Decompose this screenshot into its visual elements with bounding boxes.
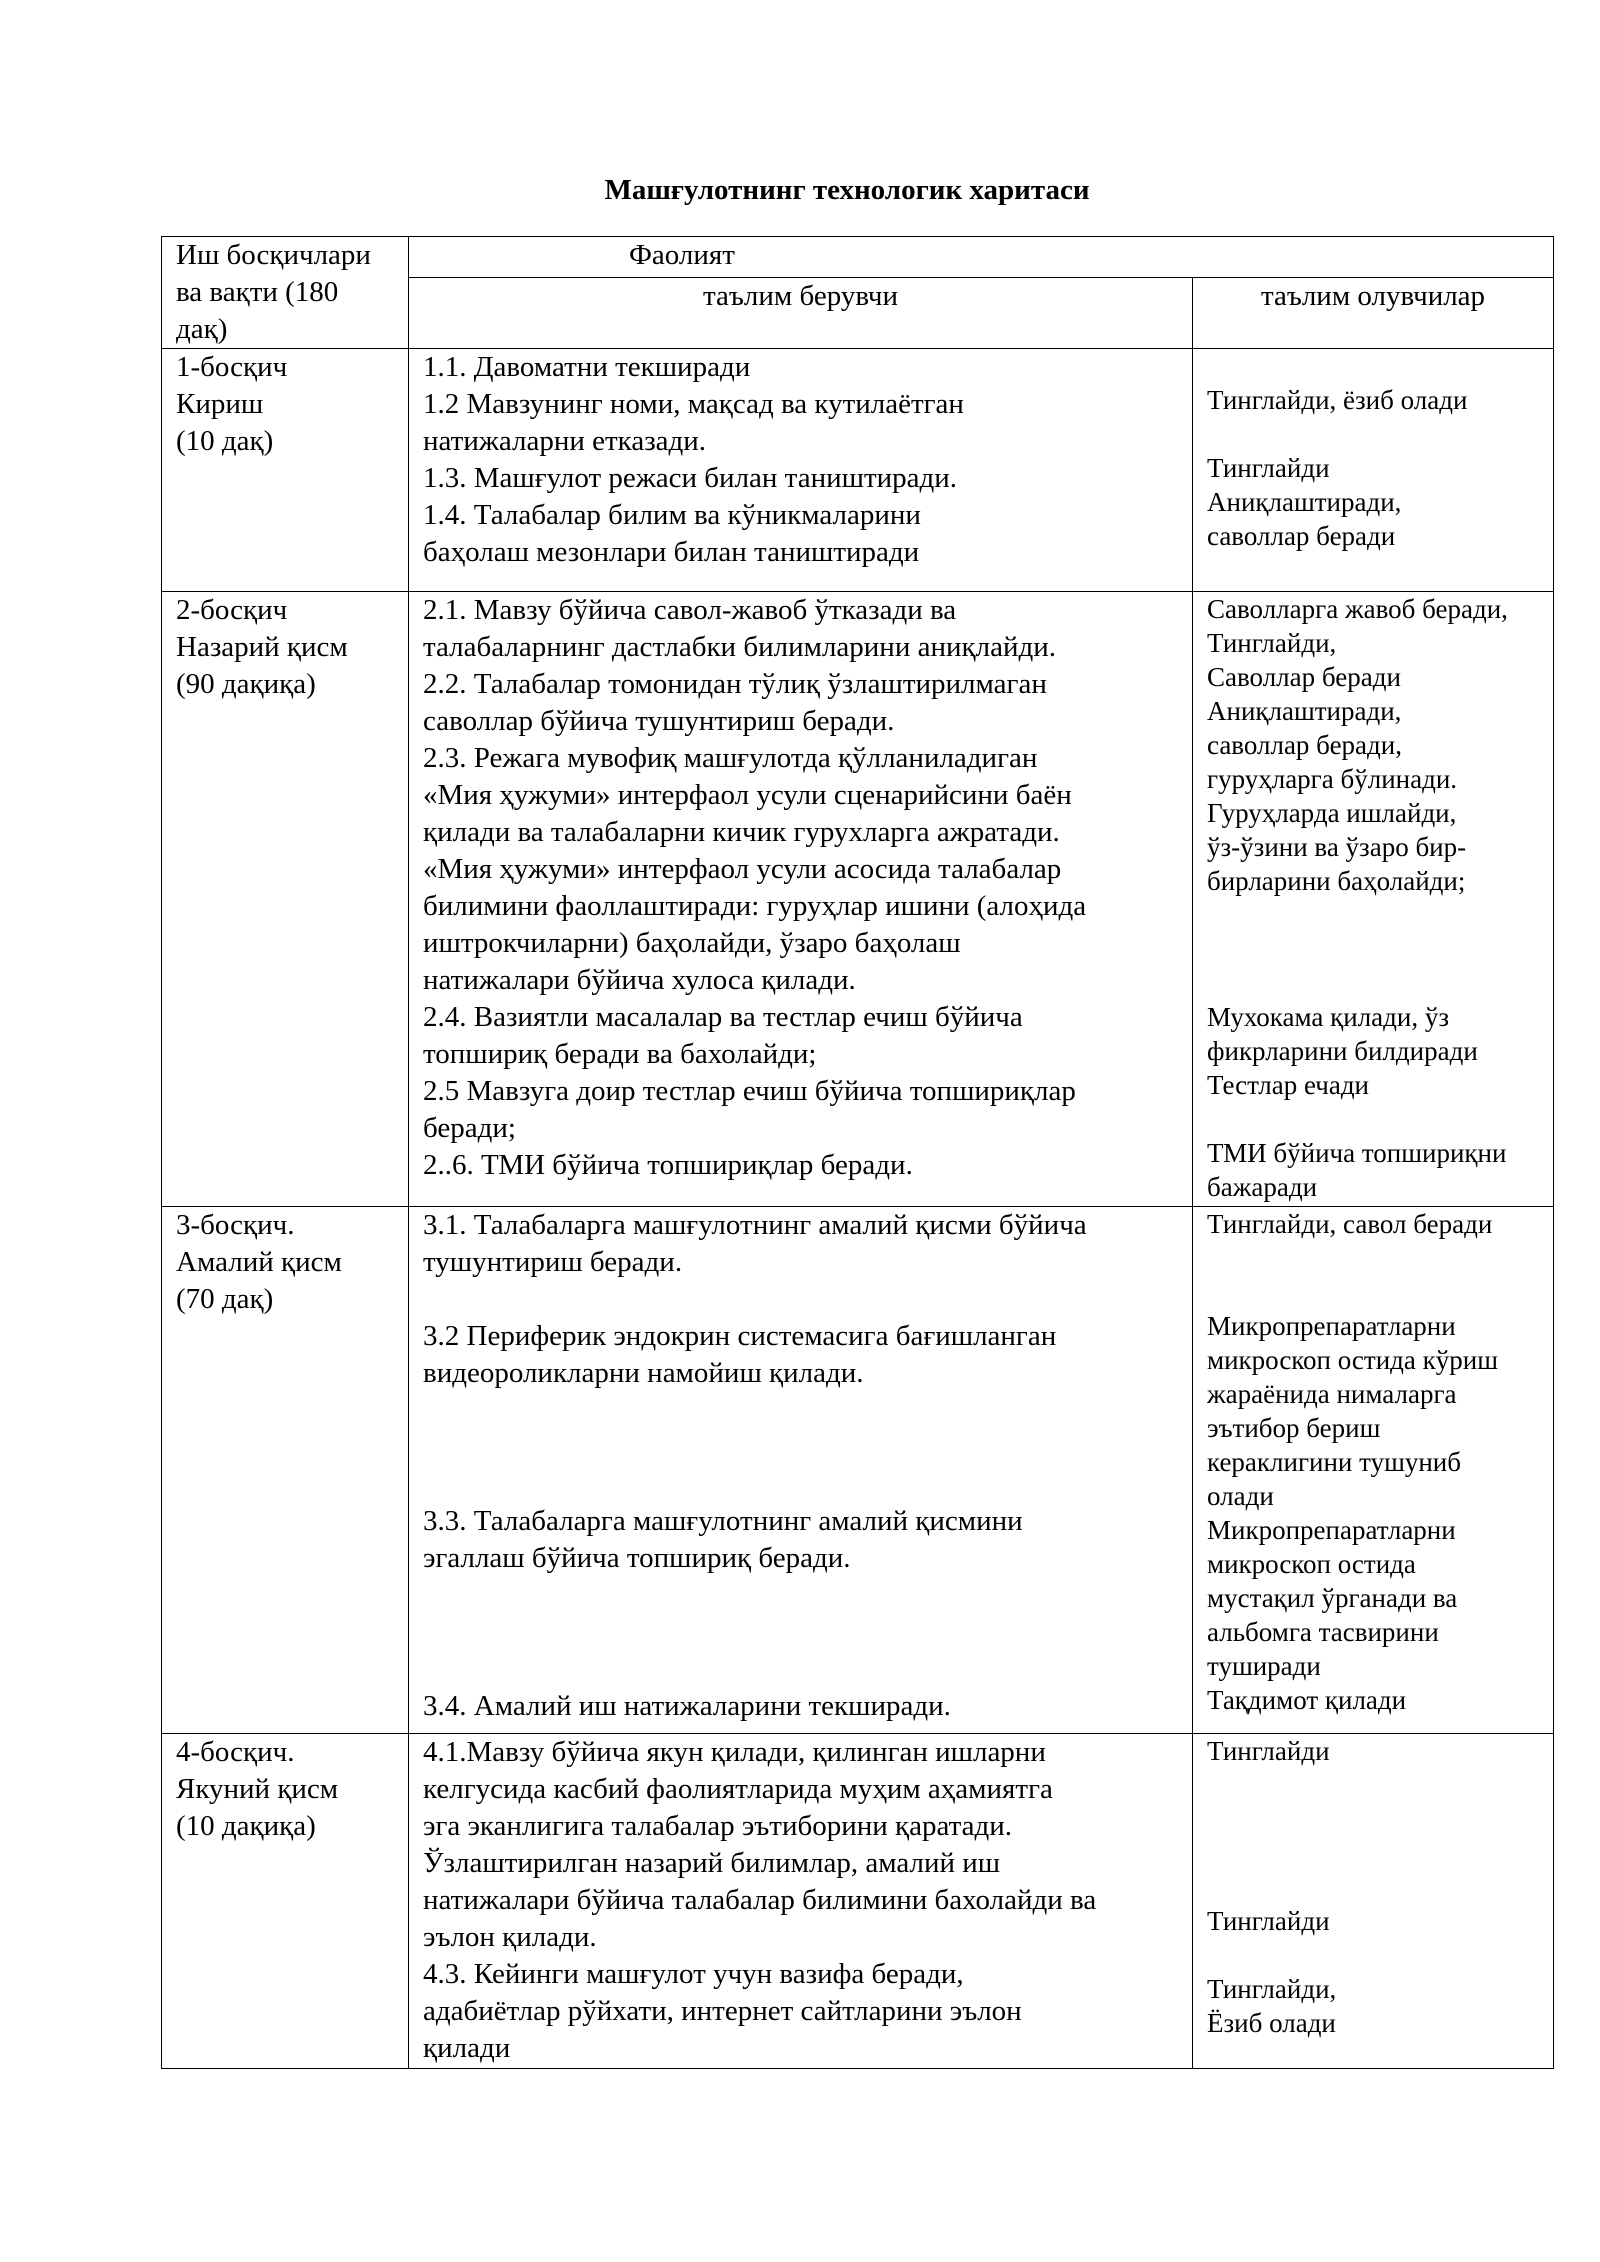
student-activity-line	[1207, 898, 1553, 932]
teacher-activity-line: 2.5 Мавзуга доир тестлар ечиш бўйича топшириқлар	[423, 1075, 1076, 1107]
stage-line: Назарий қисм	[176, 631, 348, 663]
student-activity-line: микроскоп остида	[1207, 1549, 1416, 1579]
student-activity-line: Тинглайди,	[1207, 1974, 1337, 2004]
teacher-activity-cell	[409, 349, 1193, 592]
teacher-activity-line: 2.2. Талабалар томонидан тўлиқ ўзлаштирилмаган	[423, 668, 1047, 700]
header-teacher-label: таълим берувчи	[702, 280, 899, 313]
teacher-activity-line: топшириқ беради ва бахолайди;	[423, 1038, 817, 1070]
header-stage-line-2: ва вақти (180	[176, 276, 339, 308]
student-activity-line	[1207, 1241, 1553, 1275]
student-activity-line	[1207, 1802, 1553, 1836]
stage-line: Якуний қисм	[176, 1773, 339, 1805]
table-row	[162, 592, 1554, 1207]
teacher-activity-line: «Мия ҳужуми» интерфаол усули асосида талабалар	[423, 853, 1062, 885]
student-activity-line: гуруҳларга бўлинади.	[1207, 764, 1458, 794]
student-activity-line: Тинглайди, савол беради	[1207, 1209, 1493, 1239]
student-activity-line: фикрларини билдиради	[1207, 1036, 1478, 1066]
header-students-cell	[1193, 278, 1554, 349]
student-activity-line: бирларини баҳолайди;	[1207, 866, 1466, 896]
stage-cell	[162, 1207, 409, 1734]
teacher-activity-cell	[409, 1207, 1193, 1734]
teacher-activity-line: билимини фаоллаштиради: гуруҳлар ишини (алоҳида	[423, 890, 1087, 922]
teacher-activity-line: натижалари бўйича хулоса қилади.	[423, 964, 856, 996]
teacher-activity-line: 2.4. Вазиятли масалалар ва тестлар ечиш бўйича	[423, 1001, 1023, 1033]
teacher-activity-line: 1.1. Давоматни текширади	[423, 351, 751, 383]
stage-cell	[162, 349, 409, 592]
stage-line: (70 дақ)	[176, 1283, 274, 1315]
table-body	[162, 349, 1554, 2069]
teacher-activity-line	[423, 1392, 1192, 1429]
student-activity-line: Саволлар беради	[1207, 662, 1401, 692]
teacher-activity-line: талабаларнинг дастлабки билимларини аниқлайди.	[423, 631, 1056, 663]
stage-line: (90 дақиқа)	[176, 668, 316, 700]
stage-line: 1-босқич	[176, 351, 288, 383]
teacher-activity-line: 4.3. Кейинги машғулот учун вазифа беради,	[423, 1958, 964, 1990]
teacher-activity-line	[423, 1577, 1192, 1614]
teacher-activity-line	[423, 1429, 1192, 1466]
student-activity-line: альбомга тасвирини	[1207, 1617, 1439, 1647]
teacher-activity-line: саволлар бўйича тушунтириш беради.	[423, 705, 895, 737]
student-activity-line	[1207, 1102, 1553, 1136]
teacher-activity-line: қилади ва талабаларни кичик гурухларга ажратади.	[423, 816, 1060, 848]
student-activity-line: Ёзиб олади	[1207, 2008, 1336, 2038]
teacher-activity-line: эгаллаш бўйича топшириқ беради.	[423, 1542, 851, 1574]
student-activity-line: Тинглайди	[1207, 1736, 1330, 1766]
student-activity-line: кераклигини тушуниб	[1207, 1447, 1461, 1477]
student-activity-line	[1207, 1768, 1553, 1802]
teacher-activity-line: эга эканлигига талабалар эътиборини қаратади.	[423, 1810, 1013, 1842]
student-activity-cell	[1193, 592, 1554, 1207]
student-activity-line: Тинглайди	[1207, 453, 1330, 483]
student-activity-line: Тинглайди, ёзиб олади	[1207, 385, 1468, 415]
stage-cell	[162, 592, 409, 1207]
teacher-activity-line: натижалари бўйича талабалар билимини бахолайди ва	[423, 1884, 1097, 1916]
student-activity-line	[1207, 1870, 1553, 1904]
document-title: Машғулотнинг технологик харитаси	[604, 174, 1090, 206]
student-activity-line: Гуруҳларда ишлайди,	[1207, 798, 1457, 828]
teacher-activity-line: Ўзлаштирилган назарий билимлар, амалий иш	[423, 1847, 1001, 1879]
student-activity-line: саволлар беради,	[1207, 730, 1402, 760]
teacher-activity-cell	[409, 592, 1193, 1207]
student-activity-line: Микропрепаратларни	[1207, 1311, 1456, 1341]
student-activity-line	[1207, 932, 1553, 966]
header-teacher-cell	[409, 278, 1193, 349]
table-row	[162, 1207, 1554, 1734]
teacher-activity-line: видеороликларни намойиш қилади.	[423, 1357, 864, 1389]
header-activity-label: Фаолият	[629, 239, 735, 271]
teacher-activity-line: адабиётлар рўйхати, интернет сайтларини эълон	[423, 1995, 1022, 2027]
stage-line: Кириш	[176, 388, 264, 420]
stage-line: 2-босқич	[176, 594, 288, 626]
student-activity-cell	[1193, 1207, 1554, 1734]
student-activity-line	[1207, 1938, 1553, 1972]
table-row	[162, 1734, 1554, 2069]
header-stage-line-3: дақ)	[176, 313, 228, 345]
stage-cell	[162, 1734, 409, 2069]
teacher-activity-line: иштрокчиларни) баҳолайди, ўзаро баҳолаш	[423, 927, 961, 959]
student-activity-line: Микропрепаратларни	[1207, 1515, 1456, 1545]
student-activity-line: Аниқлаштиради,	[1207, 487, 1402, 517]
header-row-1	[162, 237, 1554, 278]
teacher-activity-line	[423, 1651, 1192, 1688]
teacher-activity-line	[423, 1466, 1192, 1503]
header-activity-cell	[409, 237, 1554, 278]
student-activity-line: Саволларга жавоб беради,	[1207, 594, 1508, 624]
student-activity-cell	[1193, 349, 1554, 592]
student-activity-line: Мухокама қилади, ўз	[1207, 1002, 1450, 1032]
stage-line: 4-босқич.	[176, 1736, 295, 1768]
teacher-activity-line: тушунтириш беради.	[423, 1246, 683, 1278]
teacher-activity-cell	[409, 1734, 1193, 2069]
student-activity-line: саволлар беради	[1207, 521, 1396, 551]
student-activity-line	[1207, 966, 1553, 1000]
student-activity-line	[1207, 1836, 1553, 1870]
student-activity-line: Тинглайди	[1207, 1906, 1330, 1936]
student-activity-line: микроскоп остида кўриш	[1207, 1345, 1498, 1375]
teacher-activity-line: 3.2 Периферик эндокрин системасига бағишланган	[423, 1320, 1057, 1352]
header-stage-line-1: Иш босқичлари	[176, 239, 371, 271]
teacher-activity-line: 3.3. Талабаларга машғулотнинг амалий қисмини	[423, 1505, 1023, 1537]
teacher-activity-line: 1.2 Мавзунинг номи, мақсад ва кутилаётган	[423, 388, 964, 420]
header-stage-cell	[162, 237, 409, 349]
student-activity-line: ТМИ бўйича топшириқни	[1207, 1138, 1507, 1168]
student-activity-line	[1207, 349, 1553, 383]
teacher-activity-line: 1.4. Талабалар билим ва кўникмаларини	[423, 499, 921, 531]
stage-line: 3-босқич.	[176, 1209, 295, 1241]
teacher-activity-line: 2..6. ТМИ бўйича топшириқлар беради.	[423, 1149, 913, 1181]
teacher-activity-line: баҳолаш мезонлари билан таништиради	[423, 536, 920, 568]
teacher-activity-line: 1.3. Машғулот режаси билан таништиради.	[423, 462, 958, 494]
teacher-activity-line: натижаларни етказади.	[423, 425, 707, 457]
teacher-activity-line: 3.4. Амалий иш натижаларини текширади.	[423, 1690, 951, 1722]
teacher-activity-line: эълон қилади.	[423, 1921, 597, 1953]
header-students-label: таълим олувчилар	[1260, 280, 1486, 313]
teacher-activity-line: 2.3. Режага мувофиқ машғулотда қўлланиладиган	[423, 742, 1038, 774]
student-activity-line: олади	[1207, 1481, 1274, 1511]
teacher-activity-line: қилади	[423, 2032, 511, 2064]
teacher-activity-line: 4.1.Мавзу бўйича якун қилади, қилинган ишларни	[423, 1736, 1046, 1768]
teacher-activity-line: «Мия ҳужуми» интерфаол усули сценарийсини баён	[423, 779, 1072, 811]
student-activity-line: эътибор бериш	[1207, 1413, 1381, 1443]
teacher-activity-line: 3.1. Талабаларга машғулотнинг амалий қисми бўйича	[423, 1209, 1087, 1241]
stage-line: (10 дақиқа)	[176, 1810, 316, 1842]
student-activity-line: туширади	[1207, 1651, 1321, 1681]
teacher-activity-line: 2.1. Мавзу бўйича савол-жавоб ўтказади ва	[423, 594, 957, 626]
student-activity-line: Тинглайди,	[1207, 628, 1337, 658]
teacher-activity-line: келгусида касбий фаолиятларида муҳим аҳамиятга	[423, 1773, 1053, 1805]
student-activity-line: мустақил ўрганади ва	[1207, 1583, 1458, 1613]
student-activity-line: Тақдимот қилади	[1207, 1685, 1407, 1715]
student-activity-line: жараёнида нималарга	[1207, 1379, 1457, 1409]
student-activity-line	[1207, 1275, 1553, 1309]
student-activity-line: Аниқлаштиради,	[1207, 696, 1402, 726]
stage-line: (10 дақ)	[176, 425, 274, 457]
stage-line: Амалий қисм	[176, 1246, 342, 1278]
table-row	[162, 349, 1554, 592]
teacher-activity-line	[423, 1614, 1192, 1651]
student-activity-line	[1207, 417, 1553, 451]
technology-map-table	[161, 236, 1554, 2069]
teacher-activity-line: беради;	[423, 1112, 516, 1144]
student-activity-line: ўз-ўзини ва ўзаро бир-	[1207, 832, 1467, 862]
student-activity-line: бажаради	[1207, 1172, 1318, 1202]
teacher-activity-line	[423, 1281, 1192, 1318]
student-activity-line: Тестлар ечади	[1207, 1070, 1369, 1100]
student-activity-cell	[1193, 1734, 1554, 2069]
